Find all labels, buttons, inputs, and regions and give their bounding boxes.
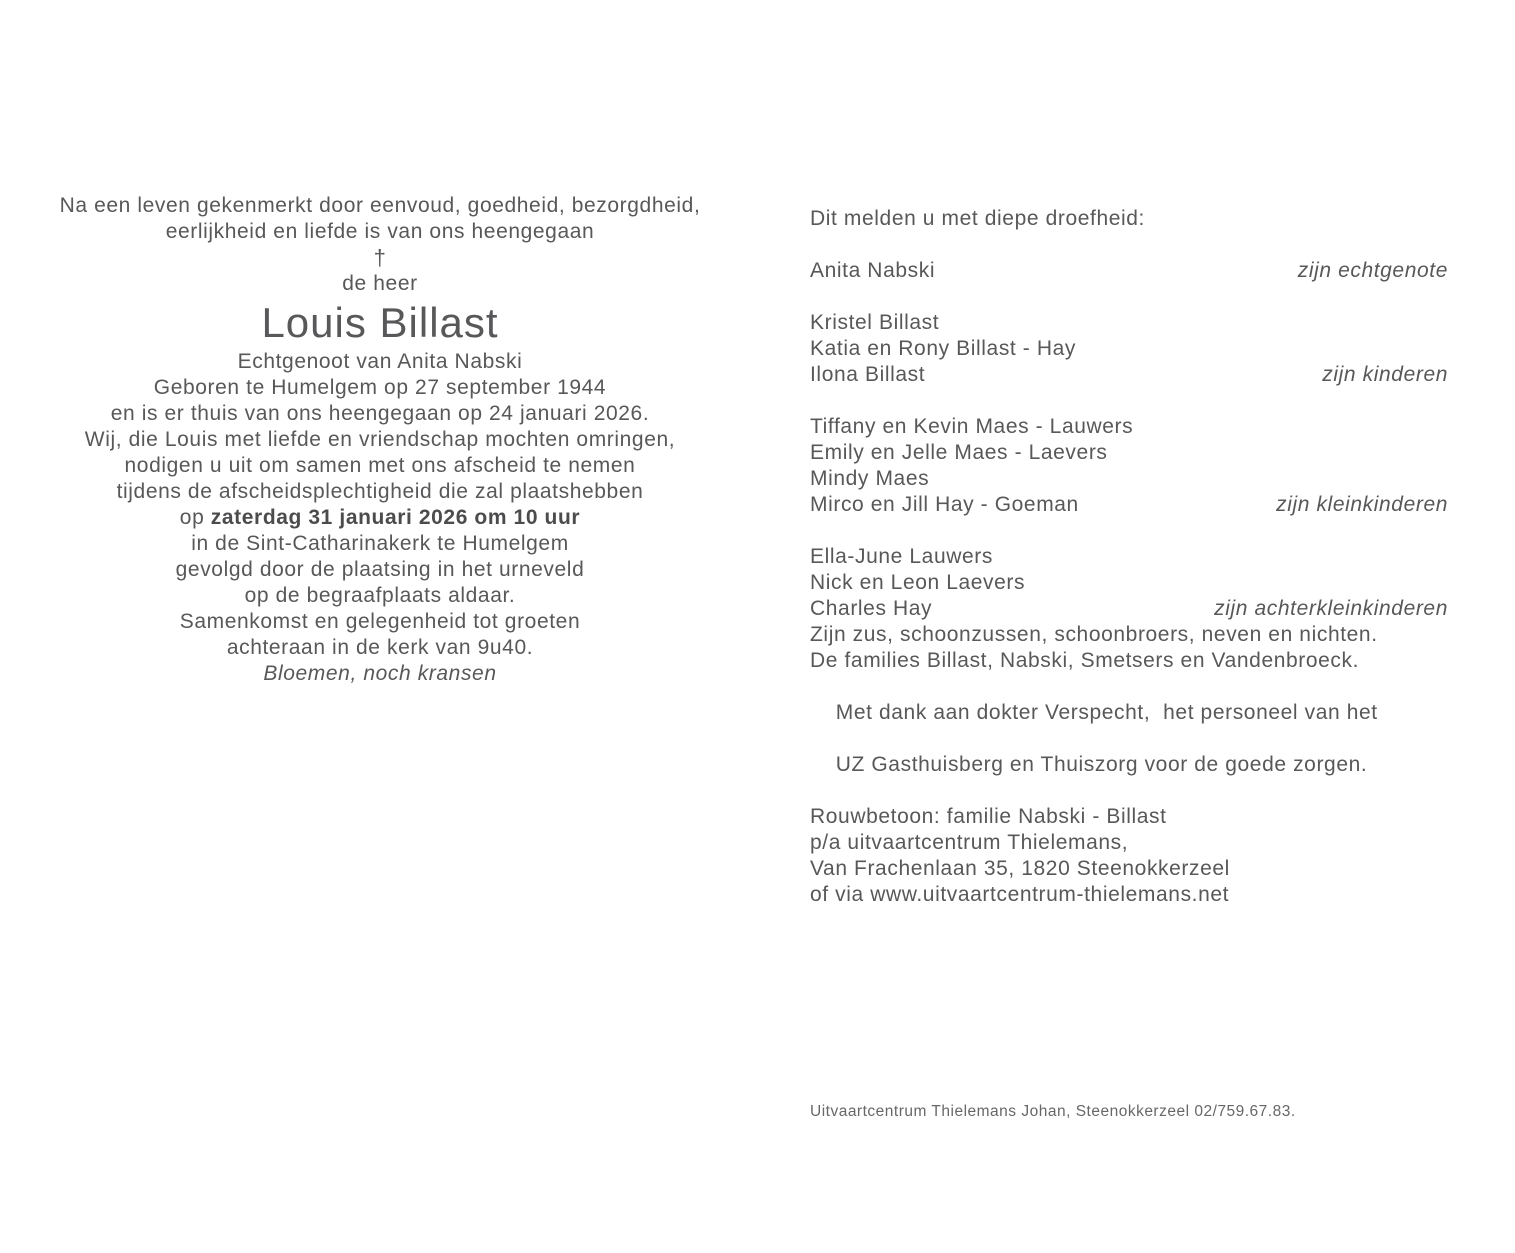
ceremony-invitation [30, 427, 730, 609]
invitation-line-6: gevolgd door de plaatsing in het urneveld [175, 558, 585, 581]
family-group-children [810, 310, 1448, 388]
relation-label: zijn kinderen [1322, 363, 1448, 386]
relation-label: zijn kleinkinderen [1276, 493, 1448, 516]
family-row [810, 544, 1448, 570]
family-member-name: Mirco en Jill Hay - Goeman [810, 493, 1079, 516]
family-member-name: Nick en Leon Laevers [810, 571, 1026, 594]
spouse-line: Echtgenoot van Anita Nabski [237, 350, 523, 373]
gathering-line-2: achteraan in de kerk van 9u40. [226, 636, 534, 659]
invitation-line-4-prefix: op [179, 506, 211, 529]
announcement-line: Dit melden u met diepe droefheid: [810, 207, 1145, 230]
deceased-name: Louis Billast [261, 299, 499, 346]
honorific: de heer [342, 272, 418, 295]
flowers-note: Bloemen, noch kransen [263, 662, 497, 685]
birth-death-text [30, 375, 730, 427]
family-group-grandchildren [810, 414, 1448, 518]
gathering-text [30, 609, 730, 661]
condolence-address [810, 804, 1448, 908]
thanks-line-1: Met dank aan dokter Verspecht, het personeel van het [835, 701, 1378, 724]
family-group-great-grandchildren [810, 544, 1448, 622]
family-row [810, 414, 1448, 440]
family-row [810, 310, 1448, 336]
thanks-line-2: UZ Gasthuisberg en Thuiszorg voor de goede zorgen. [835, 753, 1368, 776]
right-column [810, 206, 1448, 908]
family-member-name: Emily en Jelle Maes - Laevers [810, 441, 1108, 464]
funeral-home-footer: Uitvaartcentrum Thielemans Johan, Steenokkerzeel 02/759.67.83. [810, 1103, 1296, 1120]
invitation-line-2: nodigen u uit om samen met ons afscheid te nemen [124, 454, 636, 477]
relation-label: zijn echtgenote [1297, 259, 1448, 282]
family-row [810, 492, 1448, 518]
family-member-name: Ella-June Lauwers [810, 545, 993, 568]
family-row [810, 570, 1448, 596]
intro-text [30, 193, 730, 245]
condolence-website: of via www.uitvaartcentrum-thielemans.net [810, 883, 1230, 906]
invitation-line-3: tijdens de afscheidsplechtigheid die zal plaatshebben [116, 480, 644, 503]
invitation-line-1: Wij, die Louis met liefde en vriendschap mochten omringen, [84, 428, 676, 451]
family-member-name: Ilona Billast [810, 363, 926, 386]
families-line: De families Billast, Nabski, Smetsers en Vandenbroeck. [810, 649, 1360, 672]
family-member-name: Mindy Maes [810, 467, 930, 490]
family-member-name: Anita Nabski [810, 259, 936, 282]
condolence-line-2: p/a uitvaartcentrum Thielemans, [810, 831, 1129, 854]
family-member-name: Katia en Rony Billast - Hay [810, 337, 1076, 360]
left-column [30, 193, 730, 687]
family-row [810, 336, 1448, 362]
family-member-name: Charles Hay [810, 597, 933, 620]
family-row [810, 440, 1448, 466]
ceremony-date-bold: zaterdag 31 januari 2026 om 10 uur [210, 506, 581, 529]
relation-label: zijn achterkleinkinderen [1214, 597, 1448, 620]
thanks-text [810, 674, 1448, 804]
family-member-name: Kristel Billast [810, 311, 940, 334]
condolence-line-3: Van Frachenlaan 35, 1820 Steenokkerzeel [810, 857, 1230, 880]
family-row [810, 596, 1448, 622]
family-group-spouse [810, 258, 1448, 284]
birth-line-1: Geboren te Humelgem op 27 september 1944 [153, 376, 607, 399]
family-row [810, 362, 1448, 388]
family-row [810, 466, 1448, 492]
family-member-name: Tiffany en Kevin Maes - Lauwers [810, 415, 1134, 438]
intro-line-1: Na een leven gekenmerkt door eenvoud, goedheid, bezorgdheid, [59, 194, 701, 217]
birth-line-2: en is er thuis van ons heengegaan op 24 januari 2026. [110, 402, 650, 425]
invitation-line-7: op de begraafplaats aldaar. [244, 584, 516, 607]
cross-icon: † [373, 245, 387, 270]
relatives-line: Zijn zus, schoonzussen, schoonbroers, neven en nichten. [810, 623, 1378, 646]
condolence-line-1: Rouwbetoon: familie Nabski - Billast [810, 805, 1167, 828]
intro-line-2: eerlijkheid en liefde is van ons heengegaan [165, 220, 595, 243]
family-row [810, 258, 1448, 284]
invitation-line-5: in de Sint-Catharinakerk te Humelgem [191, 532, 569, 555]
gathering-line-1: Samenkomst en gelegenheid tot groeten [179, 610, 581, 633]
